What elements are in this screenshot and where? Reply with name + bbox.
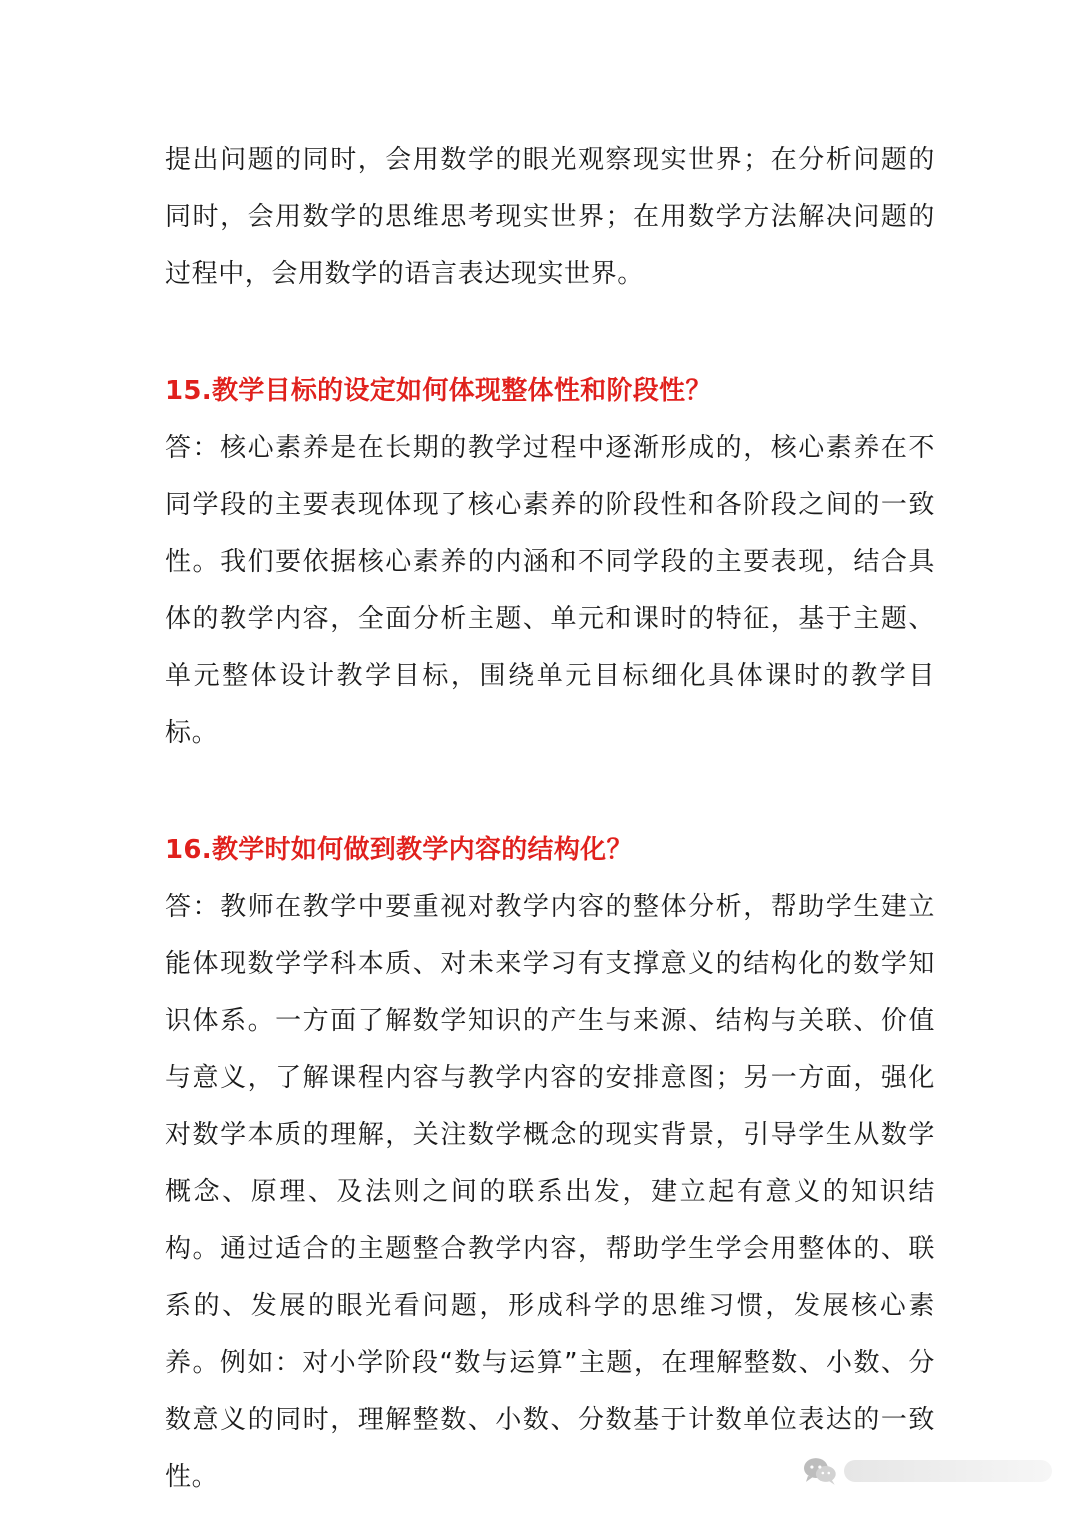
section-gap [165,303,935,363]
section-gap [165,762,935,822]
section-15-title: 15.教学目标的设定如何体现整体性和阶段性？ [165,376,712,406]
document-body [165,132,935,1506]
watermark-bar [844,1460,1052,1482]
watermark [802,1453,1052,1489]
intro-paragraph: 提出问题的同时，会用数学的眼光观察现实世界；在分析问题的同时，会用数学的思维思考现实世界；在用数学方法解决问题的过程中，会用数学的语言表达现实世界。 [165,145,935,289]
section-16-title: 16.教学时如何做到教学内容的结构化？ [165,835,633,865]
wechat-icon [802,1456,838,1486]
section-15-answer: 答：核心素养是在长期的教学过程中逐渐形成的，核心素养在不同学段的主要表现体现了核心素养的阶段性和各阶段之间的一致性。我们要依据核心素养的内涵和不同学段的主要表现，结合具体的教学内容，全面分析主题、单元和课时的特征，基于主题、单元整体设计教学目标，围绕单元目标细化具体课时的教学目标。 [165,433,935,748]
section-16-answer: 答：教师在教学中要重视对教学内容的整体分析，帮助学生建立能体现数学学科本质、对未来学习有支撑意义的结构化的数学知识体系。一方面了解数学知识的产生与来源、结构与关联、价值与意义，了解课程内容与教学内容的安排意图；另一方面，强化对数学本质的理解，关注数学概念的现实背景，引导学生从数学概念、原理、及法则之间的联系出发，建立起有意义的知识结构。通过适合的主题整合教学内容，帮助学生学会用整体的、联系的、发展的眼光看问题，形成科学的思维习惯，发展核心素养。例如：对小学阶段“数与运算”主题，在理解整数、小数、分数意义的同时，理解整数、小数、分数基于计数单位表达的一致性。 [165,892,935,1492]
